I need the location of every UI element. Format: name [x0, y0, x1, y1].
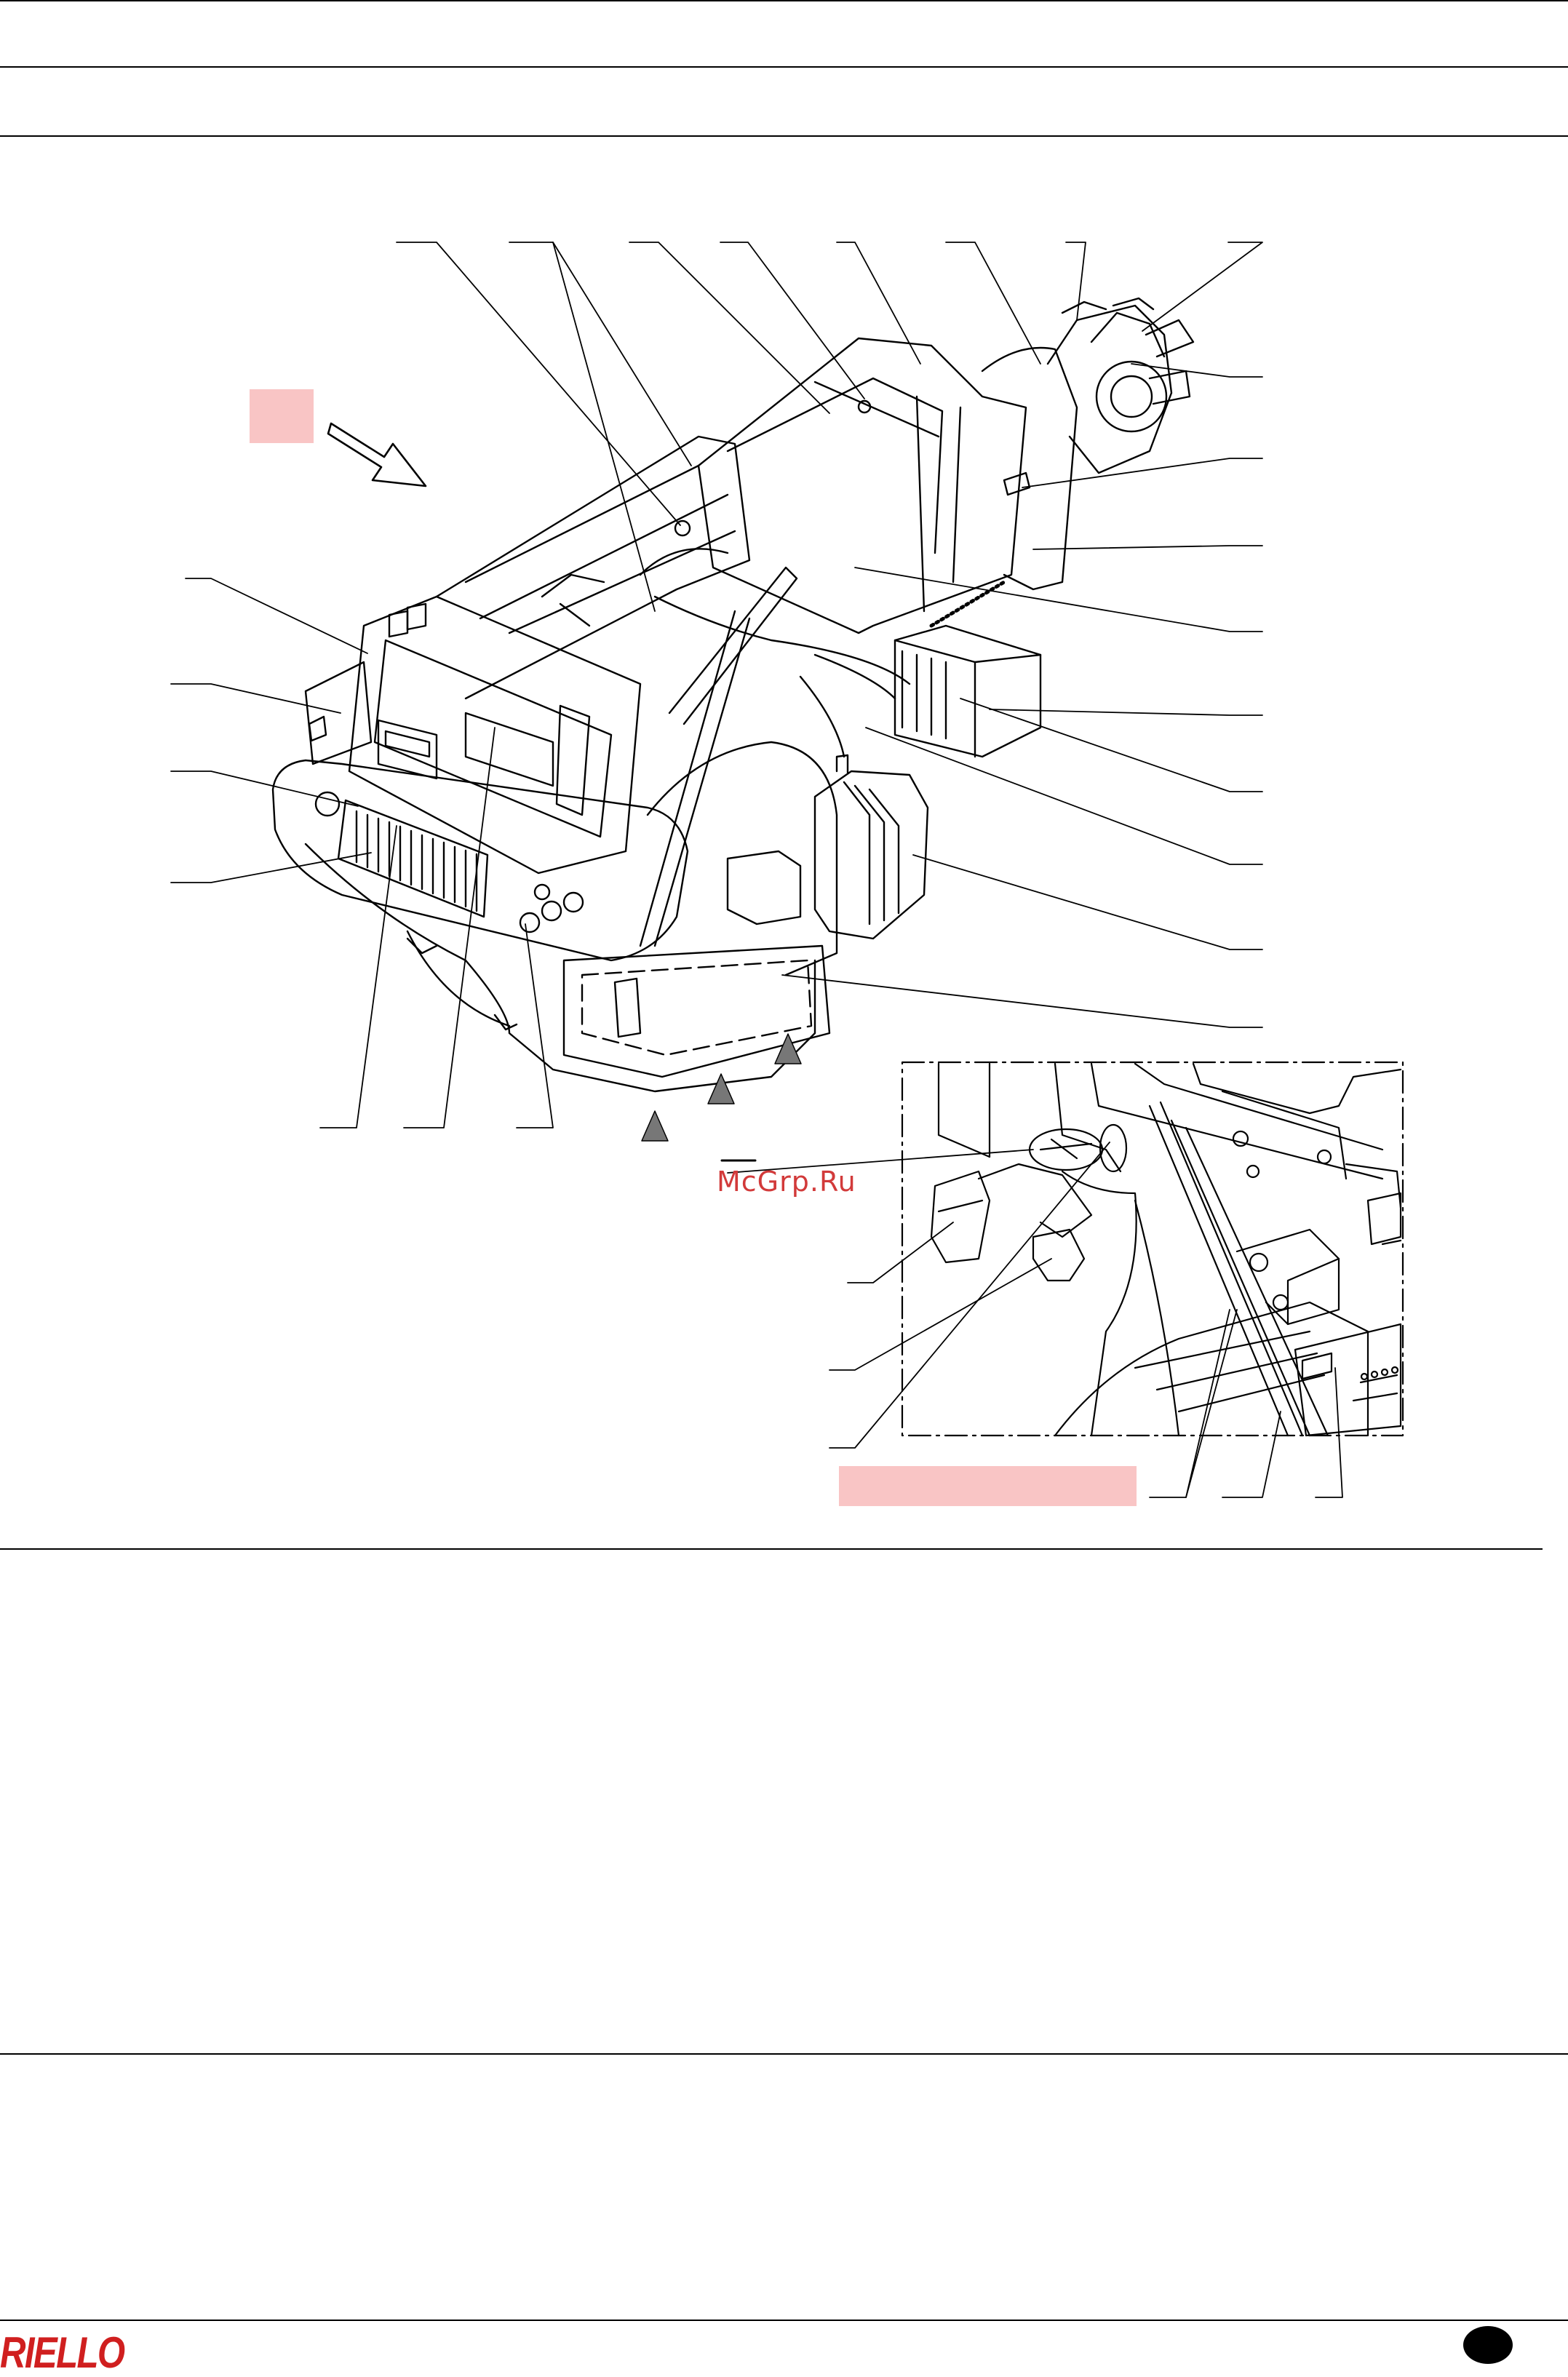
warning-triangle-2: [708, 1074, 734, 1104]
page-number-badge: [1463, 2326, 1513, 2364]
cable-gland-3: [542, 901, 561, 920]
cable-gland-1: [316, 792, 339, 816]
inset-motor: [1055, 1302, 1368, 1436]
section-rule-2: [0, 2053, 1568, 2055]
cable-gland-4: [564, 893, 583, 912]
cam-gear: [931, 582, 1004, 626]
solenoid-valve: [931, 1171, 990, 1262]
cable-gland-5: [535, 885, 549, 899]
burner-flange: [982, 348, 1077, 589]
watermark-text: McGrp.Ru: [717, 1166, 856, 1198]
riello-logo: RIELLO: [0, 2328, 124, 2377]
cable-gland-2: [520, 913, 539, 932]
direction-arrow-icon: [328, 423, 426, 486]
burner-body-lower: [306, 844, 815, 1091]
leader-lines-main: [171, 242, 1262, 1128]
warning-triangle-3: [775, 1034, 801, 1064]
footer-rule: [0, 2320, 1568, 2321]
detail-inset-frame: [902, 1062, 1403, 1436]
control-panel: [349, 597, 640, 873]
warning-triangle-1: [642, 1111, 668, 1141]
inset-terminal-block: [1295, 1324, 1401, 1436]
fan-motor: [815, 771, 928, 939]
blast-tube: [437, 437, 749, 698]
fan-housing: [648, 742, 837, 975]
section-rule-1: [0, 1548, 1543, 1550]
burner-body-outline: [273, 760, 688, 960]
detail-inset-drawing: [931, 1064, 1401, 1436]
